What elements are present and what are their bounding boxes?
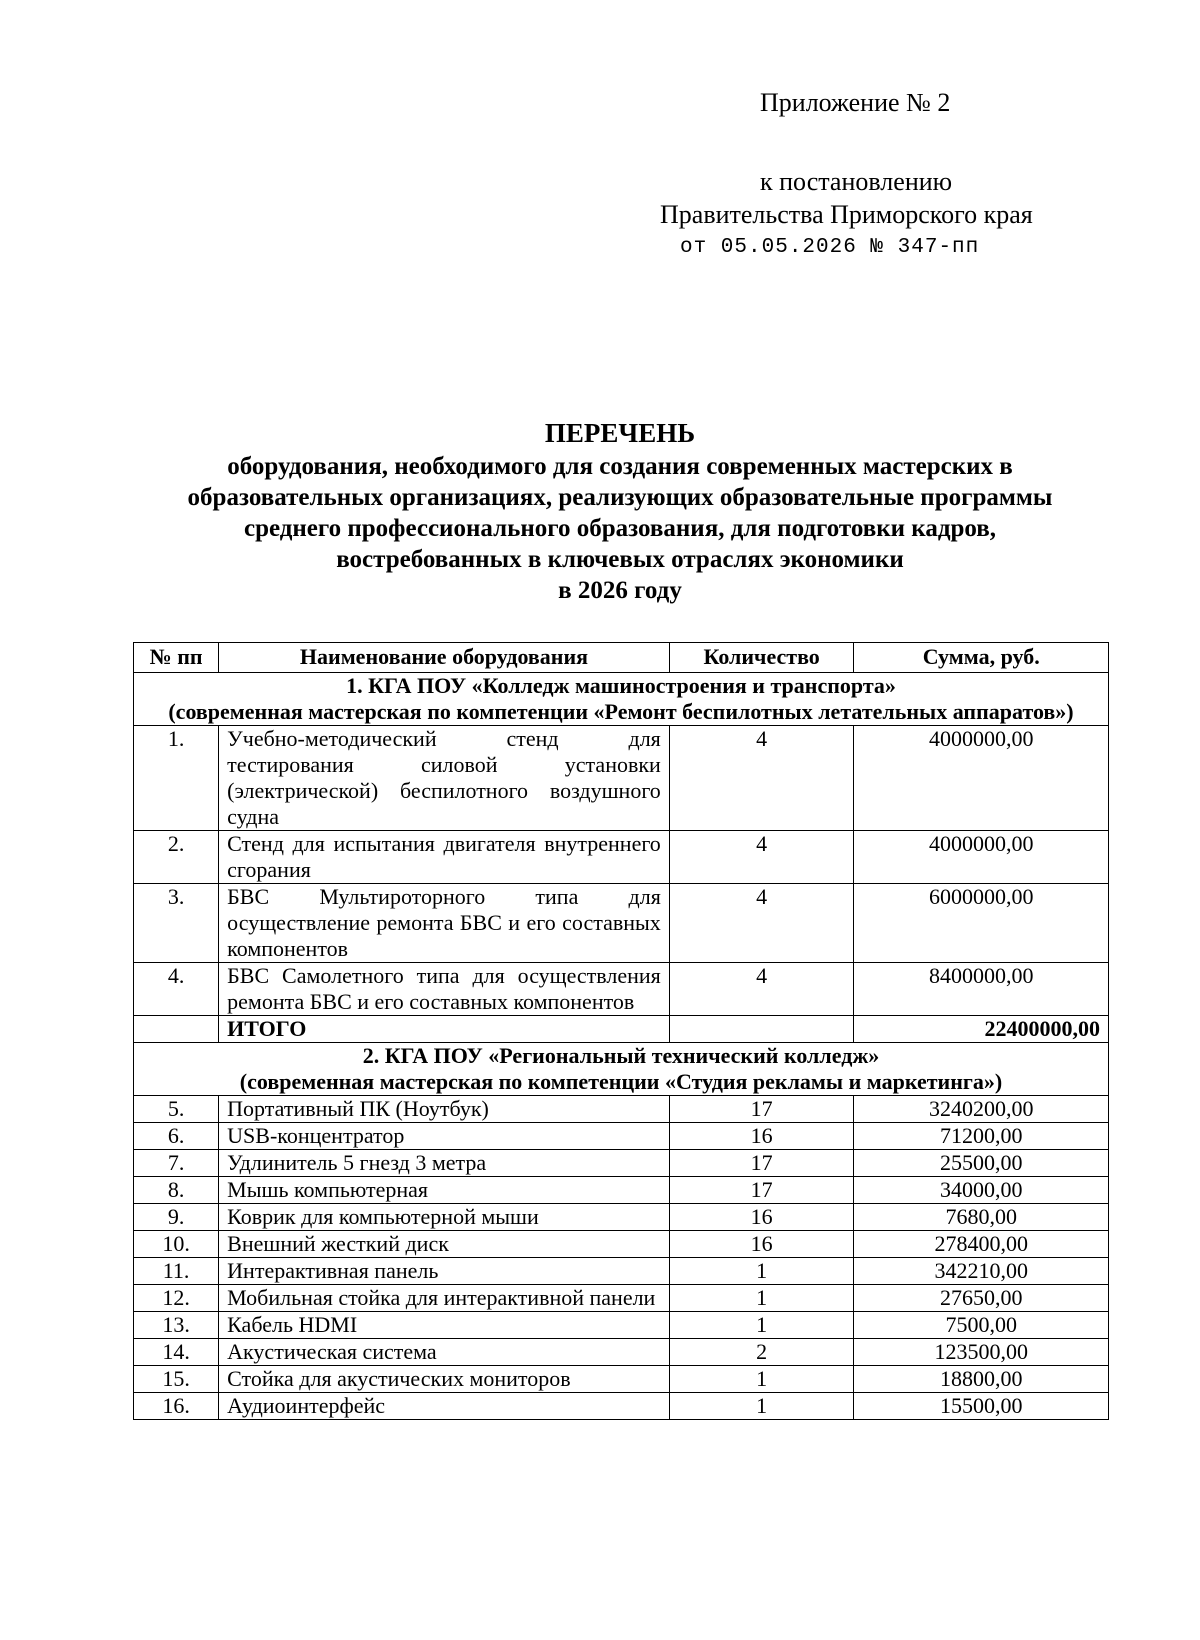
table-row <box>134 831 1109 884</box>
section-2-title <box>134 1043 1109 1096</box>
table-row <box>134 726 1109 831</box>
quantity: 4 <box>669 963 854 1016</box>
quantity: 17 <box>669 1177 854 1204</box>
row-number: 8. <box>134 1177 219 1204</box>
table-row <box>134 1258 1109 1285</box>
row-number: 9. <box>134 1204 219 1231</box>
quantity: 17 <box>669 1096 854 1123</box>
resolution-line-2: Правительства Приморского края <box>660 200 1033 229</box>
table-row <box>134 1285 1109 1312</box>
equipment-name: Внешний жесткий диск <box>219 1231 670 1258</box>
table-row <box>134 1393 1109 1420</box>
table-row <box>134 884 1109 963</box>
total-amount: 22400000,00 <box>854 1016 1109 1043</box>
equipment-name: Акустическая система <box>219 1339 670 1366</box>
section-row <box>134 1043 1109 1096</box>
table-row <box>134 963 1109 1016</box>
table-row <box>134 1339 1109 1366</box>
amount: 3240200,00 <box>854 1096 1109 1123</box>
quantity: 4 <box>669 831 854 884</box>
amount: 7500,00 <box>854 1312 1109 1339</box>
amount: 6000000,00 <box>854 884 1109 963</box>
amount: 4000000,00 <box>854 726 1109 831</box>
row-number: 2. <box>134 831 219 884</box>
table-row <box>134 1096 1109 1123</box>
quantity: 16 <box>669 1123 854 1150</box>
quantity: 1 <box>669 1312 854 1339</box>
resolution-date-number: от 05.05.2026 № 347-пп <box>680 236 980 259</box>
equipment-name: БВС Мультироторного типа для осуществление ремонта БВС и его составных компонентов <box>219 884 670 963</box>
row-number: 15. <box>134 1366 219 1393</box>
table-row <box>134 1150 1109 1177</box>
table-row <box>134 1312 1109 1339</box>
amount: 342210,00 <box>854 1258 1109 1285</box>
title-line-5: в 2026 году <box>558 577 682 604</box>
amount: 27650,00 <box>854 1285 1109 1312</box>
quantity: 1 <box>669 1285 854 1312</box>
appendix-label: Приложение № 2 <box>760 88 951 117</box>
table-row <box>134 1123 1109 1150</box>
equipment-name: Учебно-методический стенд для тестирования силовой установки (электрической) беспилотного воздушного судна <box>219 726 670 831</box>
resolution-reference <box>650 165 1090 264</box>
section-1-line-1: 1. КГА ПОУ «Колледж машиностроения и транспорта» <box>346 673 896 698</box>
equipment-name: БВС Самолетного типа для осуществления ремонта БВС и его составных компонентов <box>219 963 670 1016</box>
table-row <box>134 1366 1109 1393</box>
quantity: 17 <box>669 1150 854 1177</box>
amount: 15500,00 <box>854 1393 1109 1420</box>
row-number: 5. <box>134 1096 219 1123</box>
row-number: 14. <box>134 1339 219 1366</box>
quantity: 2 <box>669 1339 854 1366</box>
row-number: 3. <box>134 884 219 963</box>
amount: 8400000,00 <box>854 963 1109 1016</box>
row-number: 16. <box>134 1393 219 1420</box>
section-1-title <box>134 673 1109 726</box>
header-qty: Количество <box>669 643 854 673</box>
row-number: 13. <box>134 1312 219 1339</box>
quantity: 1 <box>669 1258 854 1285</box>
header-num: № пп <box>134 643 219 673</box>
table-row <box>134 1204 1109 1231</box>
title-line-3: среднего профессионального образования, для подготовки кадров, <box>243 515 997 542</box>
total-row <box>134 1016 1109 1043</box>
title-line-4: востребованных в ключевых отраслях экономики <box>336 546 904 573</box>
row-number: 6. <box>134 1123 219 1150</box>
resolution-line-1: к постановлению <box>760 167 953 196</box>
quantity: 1 <box>669 1366 854 1393</box>
table-header-row <box>134 643 1109 673</box>
equipment-name: Мобильная стойка для интерактивной панели <box>219 1285 670 1312</box>
equipment-name: Интерактивная панель <box>219 1258 670 1285</box>
equipment-table <box>133 642 1109 1420</box>
amount: 4000000,00 <box>854 831 1109 884</box>
quantity: 4 <box>669 884 854 963</box>
equipment-name: Аудиоинтерфейс <box>219 1393 670 1420</box>
equipment-name: Коврик для компьютерной мыши <box>219 1204 670 1231</box>
equipment-name: USB-концентратор <box>219 1123 670 1150</box>
row-number: 11. <box>134 1258 219 1285</box>
header-name: Наименование оборудования <box>219 643 670 673</box>
quantity: 16 <box>669 1204 854 1231</box>
amount: 123500,00 <box>854 1339 1109 1366</box>
total-num-empty <box>134 1016 219 1043</box>
quantity: 16 <box>669 1231 854 1258</box>
equipment-name: Стенд для испытания двигателя внутреннего сгорания <box>219 831 670 884</box>
total-qty-empty <box>669 1016 854 1043</box>
equipment-name: Стойка для акустических мониторов <box>219 1366 670 1393</box>
row-number: 4. <box>134 963 219 1016</box>
equipment-name: Удлинитель 5 гнезд 3 метра <box>219 1150 670 1177</box>
quantity: 4 <box>669 726 854 831</box>
title-line-2: образовательных организациях, реализующих образовательные программы <box>187 484 1053 511</box>
section-row <box>134 673 1109 726</box>
title-line-1: оборудования, необходимого для создания современных мастерских в <box>227 453 1013 480</box>
equipment-name: Портативный ПК (Ноутбук) <box>219 1096 670 1123</box>
row-number: 12. <box>134 1285 219 1312</box>
amount: 25500,00 <box>854 1150 1109 1177</box>
section-2-line-1: 2. КГА ПОУ «Региональный технический колледж» <box>362 1043 880 1068</box>
amount: 18800,00 <box>854 1366 1109 1393</box>
row-number: 7. <box>134 1150 219 1177</box>
document-title <box>120 418 1120 606</box>
table-row <box>134 1231 1109 1258</box>
amount: 71200,00 <box>854 1123 1109 1150</box>
row-number: 10. <box>134 1231 219 1258</box>
section-2-line-2: (современная мастерская по компетенции «Студия рекламы и маркетинга») <box>239 1069 1003 1094</box>
quantity: 1 <box>669 1393 854 1420</box>
total-label: ИТОГО <box>219 1016 670 1043</box>
amount: 278400,00 <box>854 1231 1109 1258</box>
header-sum: Сумма, руб. <box>854 643 1109 673</box>
table-row <box>134 1177 1109 1204</box>
row-number: 1. <box>134 726 219 831</box>
equipment-name: Кабель HDMI <box>219 1312 670 1339</box>
title-heading: ПЕРЕЧЕНЬ <box>544 418 696 448</box>
amount: 7680,00 <box>854 1204 1109 1231</box>
section-1-line-2: (современная мастерская по компетенции «Ремонт беспилотных летательных аппаратов») <box>168 699 1074 724</box>
amount: 34000,00 <box>854 1177 1109 1204</box>
equipment-name: Мышь компьютерная <box>219 1177 670 1204</box>
